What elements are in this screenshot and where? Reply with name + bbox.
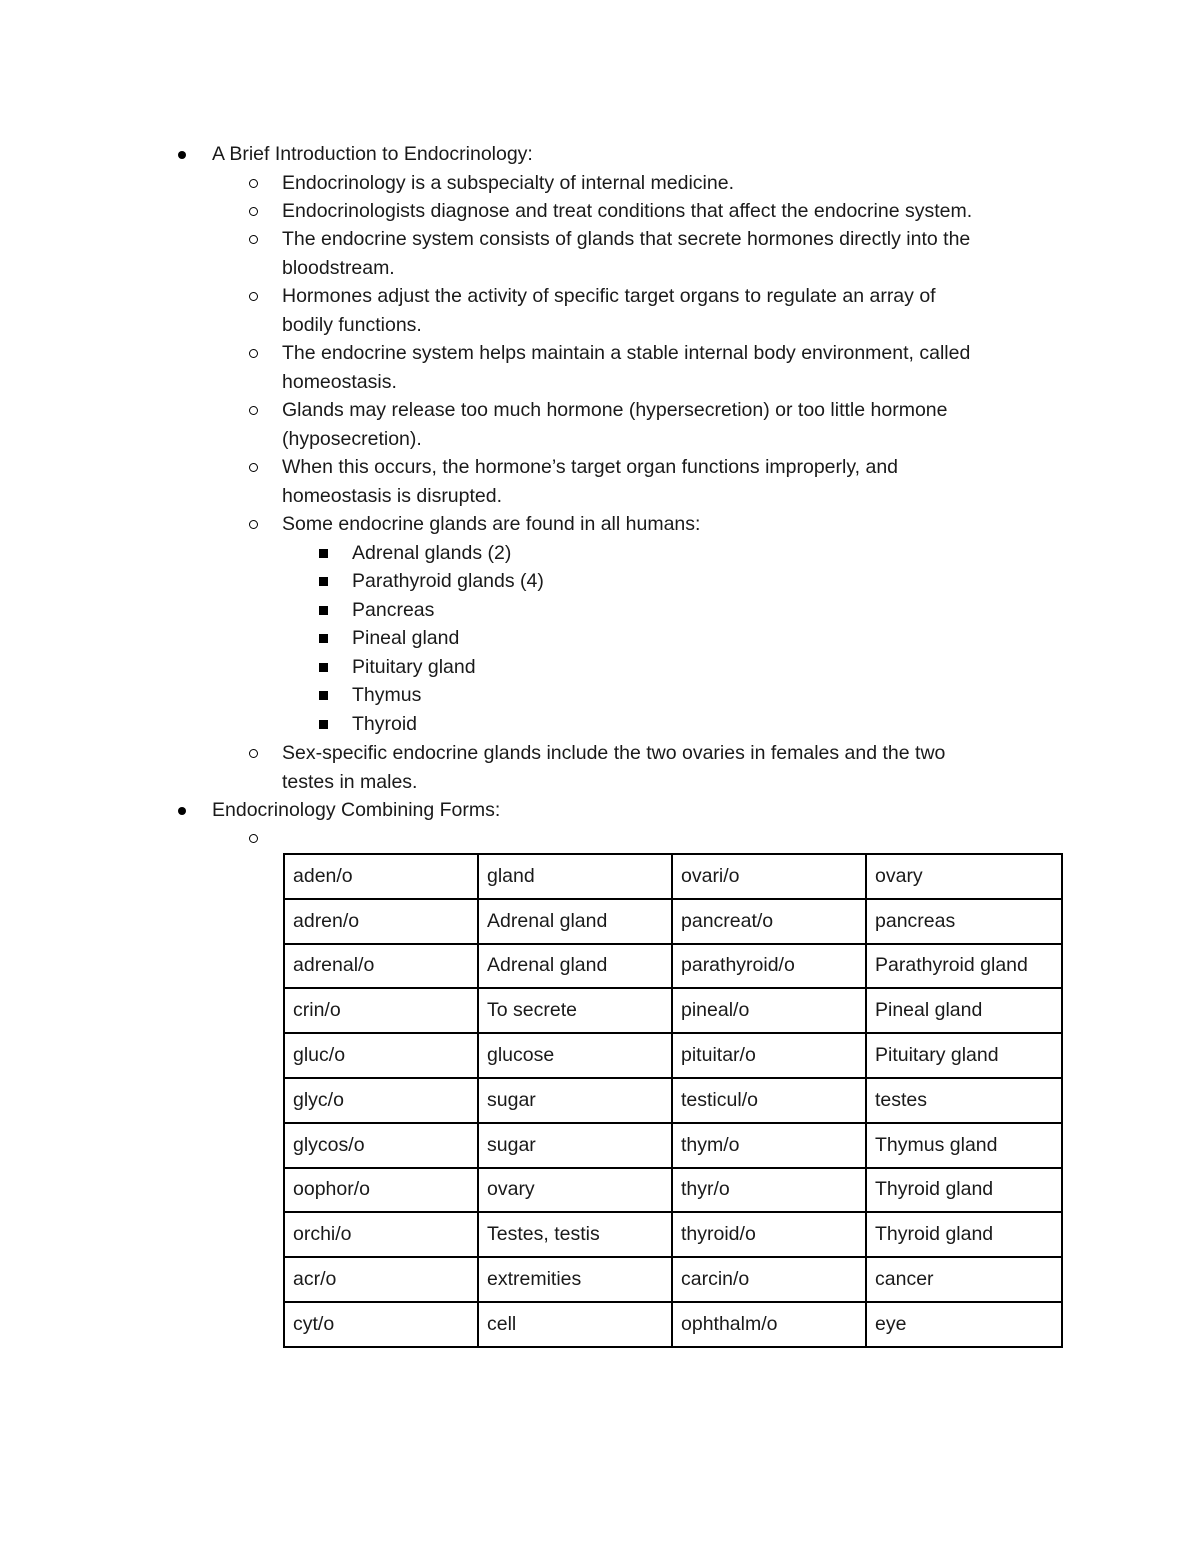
bullet-dot-icon [178, 807, 186, 815]
bullet-circle-icon [249, 207, 258, 216]
table-cell: Thymus gland [866, 1123, 1062, 1168]
table-cell: ovary [866, 854, 1062, 899]
gland-list-item: Pituitary gland [352, 656, 476, 678]
table-cell: sugar [478, 1123, 672, 1168]
list-item: The endocrine system helps maintain a stable internal body environment, called [282, 342, 971, 364]
section-heading-intro: A Brief Introduction to Endocrinology: [212, 143, 533, 165]
list-item-continuation: homeostasis. [282, 371, 397, 393]
table-cell: glyc/o [284, 1078, 478, 1123]
table-cell: Parathyroid gland [866, 944, 1062, 989]
bullet-circle-icon [249, 749, 258, 758]
table-cell: cancer [866, 1257, 1062, 1302]
list-item: When this occurs, the hormone’s target organ functions improperly, and [282, 456, 899, 478]
list-item: The endocrine system consists of glands that secrete hormones directly into the [282, 228, 971, 250]
table-cell: sugar [478, 1078, 672, 1123]
table-cell: testicul/o [672, 1078, 866, 1123]
table-cell: parathyroid/o [672, 944, 866, 989]
list-item: Sex-specific endocrine glands include the two ovaries in females and the two [282, 742, 946, 764]
table-cell: pancreas [866, 899, 1062, 944]
table-cell: eye [866, 1302, 1062, 1347]
gland-list-item: Thyroid [352, 713, 418, 735]
bullet-circle-icon [249, 292, 258, 301]
list-item-continuation: (hyposecretion). [282, 428, 422, 450]
bullet-circle-icon [249, 235, 258, 244]
table-cell: oophor/o [284, 1168, 478, 1213]
bullet-square-icon [319, 634, 328, 643]
bullet-dot-icon [178, 151, 186, 159]
table-cell: acr/o [284, 1257, 478, 1302]
bullet-circle-icon [249, 179, 258, 188]
combining-forms-table-body [284, 854, 1062, 1347]
table-cell: thyr/o [672, 1168, 866, 1213]
table-cell: testes [866, 1078, 1062, 1123]
table-cell: To secrete [478, 988, 672, 1033]
table-cell: aden/o [284, 854, 478, 899]
table-cell: pituitar/o [672, 1033, 866, 1078]
list-item-continuation: testes in males. [282, 771, 418, 793]
table-cell: extremities [478, 1257, 672, 1302]
table-cell: gluc/o [284, 1033, 478, 1078]
table-row [284, 1168, 1062, 1213]
table-cell: glucose [478, 1033, 672, 1078]
table-cell: thym/o [672, 1123, 866, 1168]
gland-list-item: Parathyroid glands (4) [352, 570, 544, 592]
table-cell: ophthalm/o [672, 1302, 866, 1347]
table-cell: carcin/o [672, 1257, 866, 1302]
bullet-circle-icon [249, 834, 258, 843]
list-item-continuation: bloodstream. [282, 257, 395, 279]
table-cell: Pineal gland [866, 988, 1062, 1033]
table-row [284, 944, 1062, 989]
bullet-square-icon [319, 549, 328, 558]
table-row [284, 988, 1062, 1033]
table-cell: orchi/o [284, 1212, 478, 1257]
bullet-square-icon [319, 720, 328, 729]
bullet-circle-icon [249, 406, 258, 415]
table-cell: cell [478, 1302, 672, 1347]
list-item-continuation: bodily functions. [282, 314, 422, 336]
table-cell: Adrenal gland [478, 944, 672, 989]
gland-list-item: Pineal gland [352, 627, 460, 649]
table-cell: Thyroid gland [866, 1168, 1062, 1213]
gland-list-item: Thymus [352, 684, 422, 706]
bullet-square-icon [319, 663, 328, 672]
table-cell: Adrenal gland [478, 899, 672, 944]
table-cell: Testes, testis [478, 1212, 672, 1257]
list-item: Some endocrine glands are found in all humans: [282, 513, 701, 535]
bullet-square-icon [319, 606, 328, 615]
list-item: Endocrinology is a subspecialty of internal medicine. [282, 172, 734, 194]
section-heading-combining-forms: Endocrinology Combining Forms: [212, 799, 501, 821]
table-row [284, 1123, 1062, 1168]
table-cell: adren/o [284, 899, 478, 944]
table-cell: ovary [478, 1168, 672, 1213]
combining-forms-table [283, 853, 1063, 1348]
table-cell: adrenal/o [284, 944, 478, 989]
bullet-circle-icon [249, 349, 258, 358]
table-cell: gland [478, 854, 672, 899]
table-cell: thyroid/o [672, 1212, 866, 1257]
gland-list-item: Adrenal glands (2) [352, 542, 512, 564]
table-row [284, 1212, 1062, 1257]
bullet-square-icon [319, 691, 328, 700]
list-item: Endocrinologists diagnose and treat conditions that affect the endocrine system. [282, 200, 973, 222]
table-cell: Thyroid gland [866, 1212, 1062, 1257]
bullet-circle-icon [249, 520, 258, 529]
table-cell: cyt/o [284, 1302, 478, 1347]
table-row [284, 1257, 1062, 1302]
list-item: Glands may release too much hormone (hypersecretion) or too little hormone [282, 399, 948, 421]
list-item: Hormones adjust the activity of specific target organs to regulate an array of [282, 285, 936, 307]
table-cell: pineal/o [672, 988, 866, 1033]
table-cell: pancreat/o [672, 899, 866, 944]
list-item-continuation: homeostasis is disrupted. [282, 485, 503, 507]
table-cell: glycos/o [284, 1123, 478, 1168]
table-cell: Pituitary gland [866, 1033, 1062, 1078]
gland-list-item: Pancreas [352, 599, 435, 621]
bullet-circle-icon [249, 463, 258, 472]
table-row [284, 899, 1062, 944]
table-row [284, 1078, 1062, 1123]
table-row [284, 854, 1062, 899]
bullet-square-icon [319, 577, 328, 586]
table-row [284, 1033, 1062, 1078]
table-row [284, 1302, 1062, 1347]
table-cell: crin/o [284, 988, 478, 1033]
table-cell: ovari/o [672, 854, 866, 899]
